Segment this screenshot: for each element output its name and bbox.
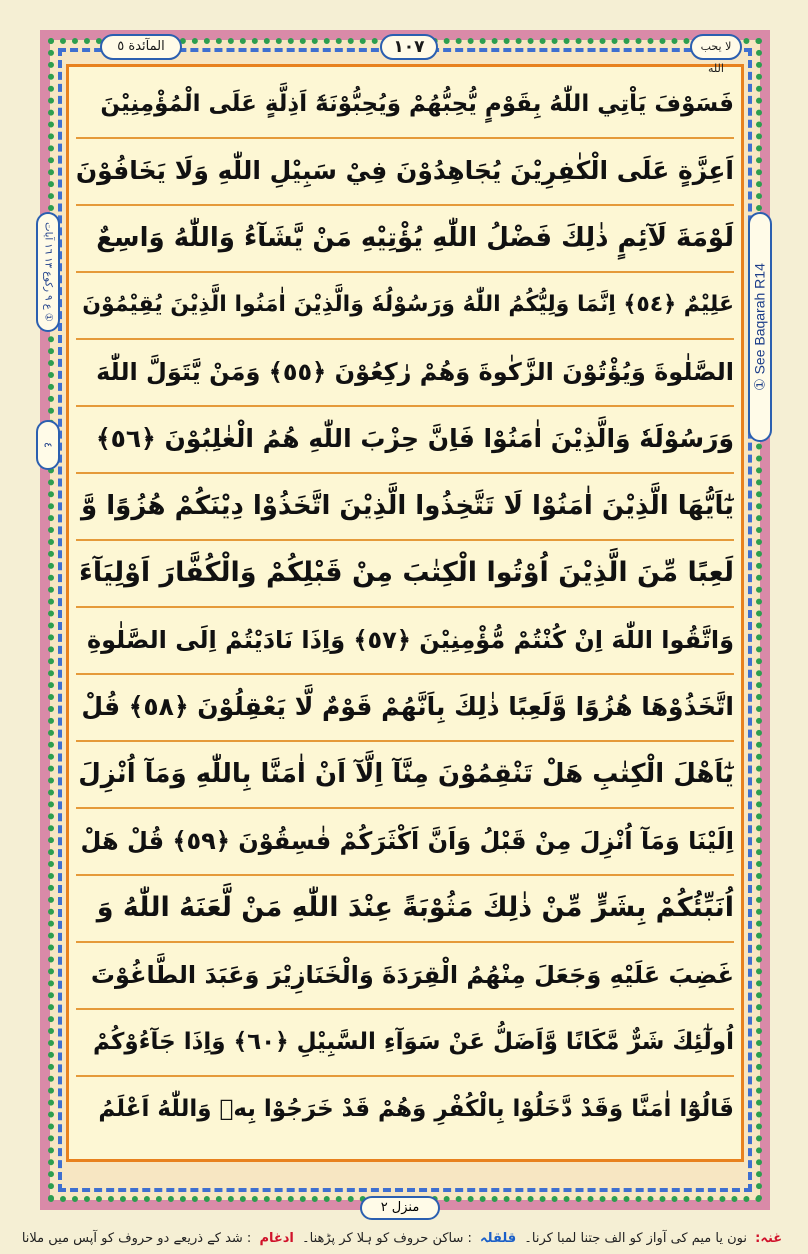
juz-name-label: لا يحب الله [690, 34, 742, 60]
verse-line: لَعِبًا مِّنَ الَّذِيْنَ اُوْتُوا الْكِتٰبَ مِنْ قَبْلِكُمْ وَالْكُفَّارَ اَوْلِيَآءَ [76, 541, 734, 608]
verse-line: الصَّلٰوةَ وَيُؤْتُوْنَ الزَّكٰوةَ وَهُمْ رٰكِعُوْنَ ﴿٥٥﴾ وَمَنْ يَّتَوَلَّ اللّٰهَ [76, 340, 734, 407]
surah-name-label: المآئدة ٥ [100, 34, 182, 60]
verse-line: اُولٰٓئِكَ شَرٌّ مَّكَانًا وَّاَضَلُّ عَنْ سَوَآءِ السَّبِيْلِ ﴿٦٠﴾ وَاِذَا جَآءُوْكُمْ [76, 1010, 734, 1077]
page-number: ١٠٧ [380, 34, 438, 60]
verse-line: عَلِيْمٌ ﴿٥٤﴾ اِنَّمَا وَلِيُّكُمُ اللّٰهُ وَرَسُوْلُهٗ وَالَّذِيْنَ اٰمَنُوا الَّذِيْنَ يُقِيْمُوْنَ [76, 273, 734, 340]
verse-line: اتَّخَذُوْهَا هُزُوًا وَّلَعِبًا ذٰلِكَ بِاَنَّهُمْ قَوْمٌ لَّا يَعْقِلُوْنَ ﴿٥٨﴾ قُلْ [76, 675, 734, 742]
legend-text-ghunna: نون یا میم کی آواز کو الف جتنا لمبا کرنا۔ [524, 1231, 747, 1246]
verse-line: فَسَوْفَ يَاْتِي اللّٰهُ بِقَوْمٍ يُّحِبُّهُمْ وَيُحِبُّوْنَهٗٓ اَذِلَّةٍ عَلَى الْمُؤْمِنِيْنَ [76, 72, 734, 139]
ruku-marker-badge [36, 420, 60, 470]
cross-reference-text: ① See Baqarah R14 [751, 263, 768, 391]
legend-term-idgham: ادغام [259, 1231, 294, 1246]
verse-line: يٰٓاَهْلَ الْكِتٰبِ هَلْ تَنْقِمُوْنَ مِنَّآ اِلَّآ اَنْ اٰمَنَّا بِاللّٰهِ وَمَآ اُنْزِلَ [76, 742, 734, 809]
ruku-marker-text: ٤ [41, 442, 55, 448]
verse-lines [76, 72, 734, 1144]
verse-line: غَضِبَ عَلَيْهِ وَجَعَلَ مِنْهُمُ الْقِرَدَةَ وَالْخَنَازِيْرَ وَعَبَدَ الطَّاغُوْتَ [76, 943, 734, 1010]
ruku-info-badge [36, 212, 60, 332]
legend-term-qalqala: قلقلہ [480, 1231, 517, 1246]
verse-line: وَاتَّقُوا اللّٰهَ اِنْ كُنْتُمْ مُّؤْمِنِيْنَ ﴿٥٧﴾ وَاِذَا نَادَيْتُمْ اِلَى الصَّلٰوةِ [76, 608, 734, 675]
verse-line: وَرَسُوْلَهٗ وَالَّذِيْنَ اٰمَنُوْا فَاِنَّ حِزْبَ اللّٰهِ هُمُ الْغٰلِبُوْنَ ﴿٥٦﴾ [76, 407, 734, 474]
verse-line: اِلَيْنَا وَمَآ اُنْزِلَ مِنْ قَبْلُ وَاَنَّ اَكْثَرَكُمْ فٰسِقُوْنَ ﴿٥٩﴾ قُلْ هَلْ [76, 809, 734, 876]
cross-reference-note [748, 212, 772, 442]
legend-term-ghunna: غنہ: [755, 1231, 783, 1246]
legend-text-idgham: : شد کے ذریعے دو حروف کو آپس میں ملانا [21, 1231, 252, 1246]
verse-line: قَالُوْٓا اٰمَنَّا وَقَدْ دَّخَلُوْا بِالْكُفْرِ وَهُمْ قَدْ خَرَجُوْا بِهٖ وَاللّٰهُ اَعْلَمُ [98, 1096, 734, 1122]
verse-line: يٰٓاَيُّهَا الَّذِيْنَ اٰمَنُوْا لَا تَتَّخِذُوا الَّذِيْنَ اتَّخَذُوْا دِيْنَكُمْ هُزُوًا وَّ [76, 474, 734, 541]
verse-line: اُنَبِّئُكُمْ بِشَرٍّ مِّنْ ذٰلِكَ مَثُوْبَةً عِنْدَ اللّٰهِ مَنْ لَّعَنَهُ اللّٰهُ وَ [76, 876, 734, 943]
verse-line: اَعِزَّةٍ عَلَى الْكٰفِرِيْنَ يُجَاهِدُوْنَ فِيْ سَبِيْلِ اللّٰهِ وَلَا يَخَافُوْنَ [76, 139, 734, 206]
tajweed-legend [0, 1226, 808, 1254]
manzil-badge: منزل ٢ [360, 1196, 440, 1220]
ruku-info-text: ① ع ٩ رکوع ١٣ ١٦ آیات [42, 222, 54, 322]
verse-line: لَوْمَةَ لَآئِمٍ ذٰلِكَ فَضْلُ اللّٰهِ يُؤْتِيْهِ مَنْ يَّشَآءُ وَاللّٰهُ وَاسِعٌ [76, 206, 734, 273]
legend-text-qalqala: : ساکن حروف کو ہلا کر پڑھنا۔ [302, 1231, 472, 1246]
